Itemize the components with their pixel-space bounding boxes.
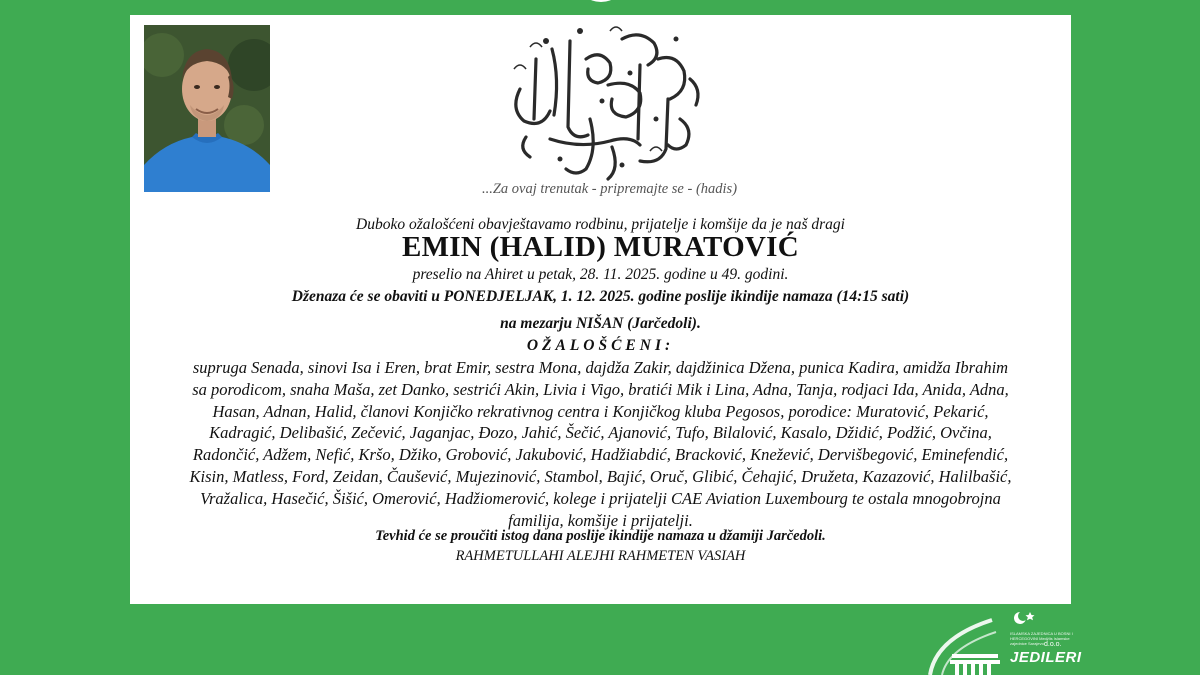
- mourners-line: Vražalica, Hasečić, Šišić, Omerović, Hadžiomerović, kolege i prijatelji CAE Aviation Luxembourg te ostala mnogobrojna: [200, 488, 1001, 508]
- top-notch-decoration: [578, 0, 624, 2]
- cemetery-text: na mezarju NIŠAN (Jarčedoli).: [500, 315, 701, 332]
- obituary-card: [130, 15, 1071, 604]
- mourners-line: familija, komšije i prijatelji.: [508, 510, 693, 530]
- logo-suffix: d.o.o.: [1044, 641, 1062, 648]
- logo-name: JEDILERI: [1010, 649, 1082, 666]
- mourners-list: [140, 357, 1061, 531]
- mourners-line: Kisin, Matless, Ford, Zeidan, Čaušević, Mujezinović, Stambol, Bajić, Oruč, Glibić, Čehajić, Družeta, Kazazović, Halilbašić,: [189, 466, 1012, 486]
- mourners-heading: OŽALOŠĆENI:: [526, 337, 675, 354]
- mourners-line: sa porodicom, snaha Maša, zet Danko, sestrići Akin, Livia i Vigo, bratići Mik i Lina, Adna, Tanja, rodjaci Ida, Anida, Adna,: [192, 379, 1009, 399]
- tevhid-text: Tevhid će se proučiti istog dana poslije ikindije namaza u džamiji Jarčedoli.: [375, 528, 826, 544]
- funeral-text: Dženaza će se obaviti u PONEDJELJAK, 1. 12. 2025. godine poslije ikindije namaza (14:15 sati): [291, 288, 910, 305]
- deceased-photo: [144, 25, 270, 192]
- intro-text: Duboko ožalošćeni obavještavamo rodbinu, prijatelje i komšije da je naš dragi: [356, 216, 845, 233]
- arabic-calligraphy-icon: [490, 19, 710, 187]
- mourners-line: Hasan, Adnan, Halid, članovi Konjičko rekrativnog centra i Konjičkog kluba Pegosos, porodice: Muratović, Pekarić,: [212, 401, 989, 421]
- hadith-quote: ...Za ovaj trenutak - pripremajte se - (hadis): [481, 181, 738, 197]
- mourners-line: Radončić, Adžem, Nefić, Kršo, Džiko, Grobović, Jakubović, Hadžiabdić, Bracković, Knežević, Dervišbegović, Eminefendić,: [192, 445, 1009, 465]
- mourners-line: Kadragić, Delibašić, Zečević, Jaganjac, Đozo, Jahić, Šečić, Ajanović, Tufo, Bilalović, Kasalo, Džidić, Podžić, Ovčina,: [209, 423, 992, 443]
- logo-org-text: ISLAMSKA ZAJEDNICA U BOSNI I HERCEGOVINI Medžlis Islamske zajednice Sarajevo: [1010, 631, 1073, 646]
- prayer-text: RAHMETULLAHI ALEJHI RAHMETEN VASIAH: [455, 548, 746, 564]
- passing-date-text: preselio na Ahiret u petak, 28. 11. 2025. godine u 49. godini.: [412, 266, 789, 283]
- deceased-name: EMIN (HALID) MURATOVIĆ: [401, 231, 800, 263]
- jedileri-logo-icon: [922, 608, 1082, 675]
- mourners-line: supruga Senada, sinovi Isa i Eren, brat Emir, sestra Mona, dajdža Zakir, dajdžinica Džena, punica Kadira, amidža Ibrahim: [192, 358, 1009, 377]
